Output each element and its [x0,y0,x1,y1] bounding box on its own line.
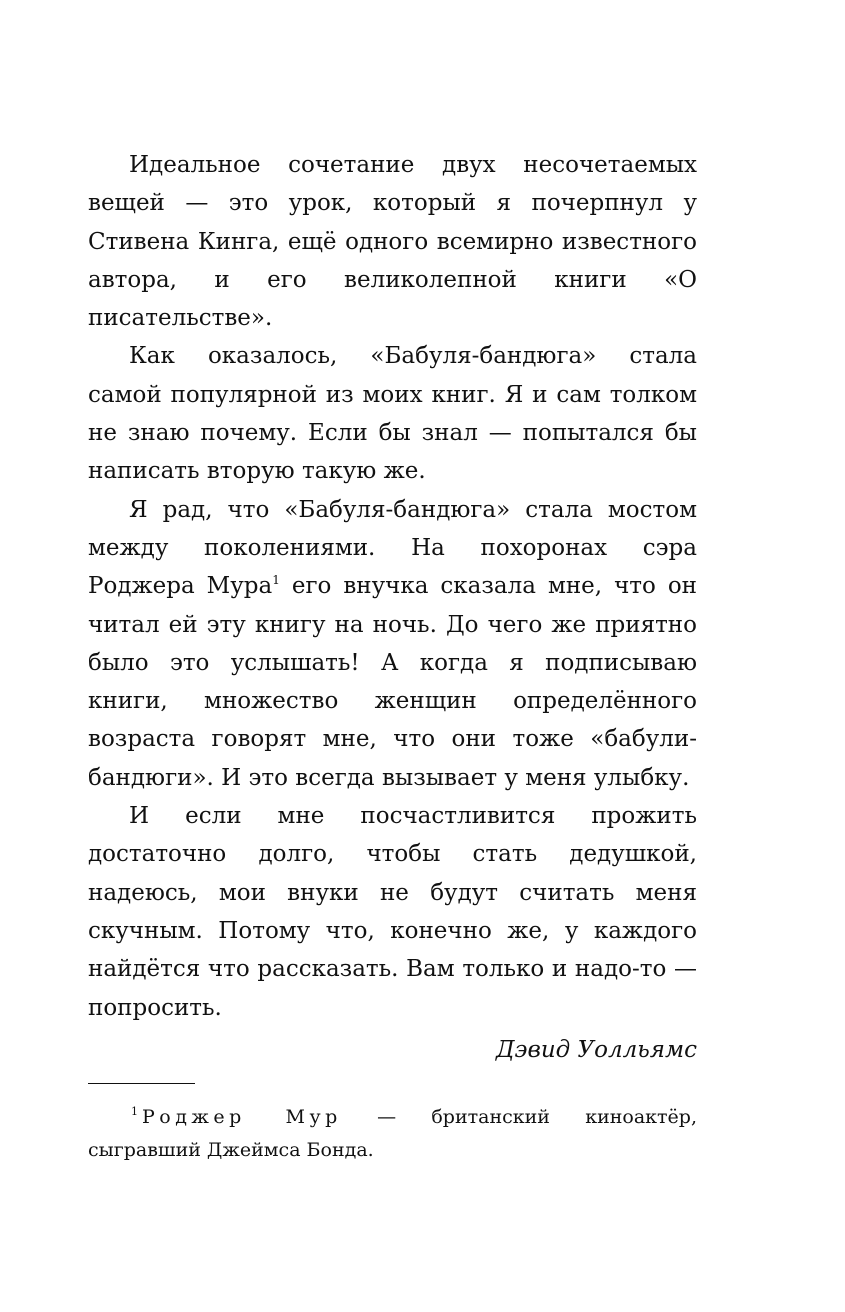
paragraph-3 [88,491,697,797]
author-signature: Дэвид Уолльямс [495,1036,697,1063]
footnote [88,1101,697,1167]
paragraph-3-text-before: Я рад, что «Бабуля-бандюга» стала мостом между поколениями. На похоронах сэра Роджера Мура [88,496,697,600]
paragraph-3-text-after: его внучка сказала мне, что он читал ей эту книгу на ночь. До чего же приятно было это услышать! А когда я подписываю книги, множество женщин определённого возраста говорят мне, что они тоже «бабули-бандюги». И это всегда вызывает у меня улыбку. [88,573,697,791]
paragraph-1: Идеальное сочетание двух несочетаемых вещей — это урок, который я почерпнул у Стивена Кинга, ещё одного всемирно известного автора, и его великолепной книги «О писательстве». [88,152,697,332]
main-text [88,146,697,1069]
footnote-mark: 1 [131,1105,138,1118]
footnote-text: — британский киноактёр, сыгравший Джеймса Бонда. [88,1106,697,1161]
footnote-name: Роджер Мур [142,1106,342,1128]
paragraph-4: И если мне посчастливится прожить достаточно долго, чтобы стать дедушкой, надеюсь, мои внуки не будут считать меня скучным. Потому что, конечно же, у каждого найдётся что рассказать. Вам только и надо-то — попросить. [88,803,697,1021]
footnote-divider [88,1083,195,1084]
footnote-reference: 1 [272,573,280,588]
paragraph-2: Как оказалось, «Бабуля-бандюга» стала самой популярной из моих книг. Я и сам толком не знаю почему. Если бы знал — попытался бы написать вторую такую же. [88,343,697,485]
